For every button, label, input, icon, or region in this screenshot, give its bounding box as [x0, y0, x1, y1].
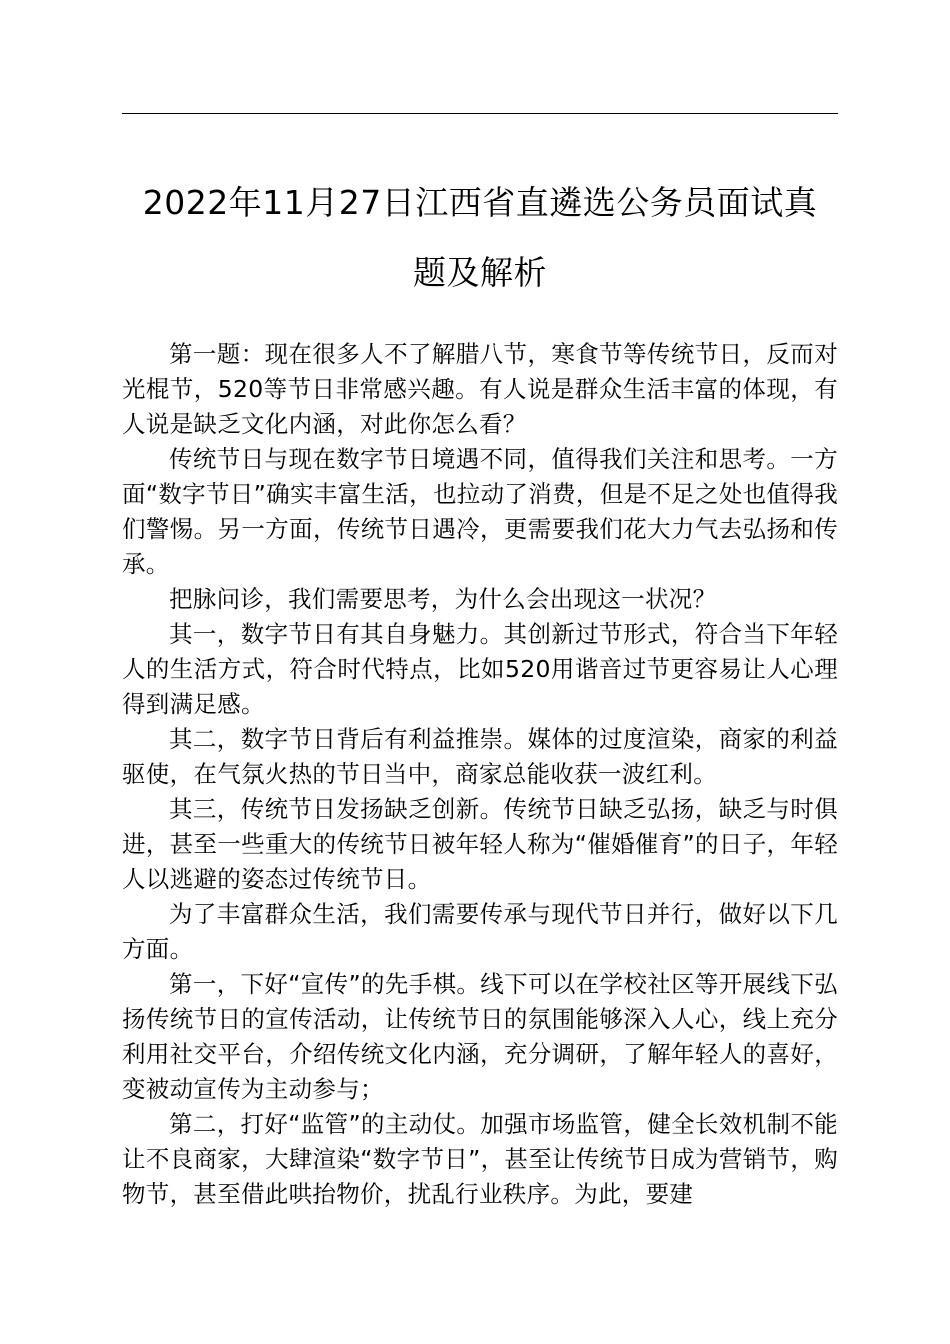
answer-paragraph-reason-2: 其二，数字节日背后有利益推崇。媒体的过度渲染，商家的利益驱使，在气氛火热的节日当中，商家总能收获一波红利。	[122, 725, 838, 788]
answer-paragraph-diagnosis: 把脉问诊，我们需要思考，为什么会出现这一状况？	[169, 585, 717, 613]
title-line-1: 2022年11月27日江西省直遴选公务员面试真	[142, 183, 818, 222]
answer-paragraph-measure-2: 第二，打好“监管”的主动仗。加强市场监管，健全长效机制不能让不良商家，大肆渲染“数字节日”，甚至让传统节日成为营销节，购物节，甚至借此哄抬物价，扰乱行业秩序。为此，要建	[122, 1110, 838, 1208]
answer-paragraph-intro: 传统节日与现在数字节日境遇不同，值得我们关注和思考。一方面“数字节日”确实丰富生活，也拉动了消费，但是不足之处也值得我们警惕。另一方面，传统节日遇冷，更需要我们花大力气去弘扬和传承。	[122, 445, 838, 578]
answer-paragraph-reason-1: 其一，数字节日有其自身魅力。其创新过节形式，符合当下年轻人的生活方式，符合时代特点，比如520用谐音过节更容易让人心理得到满足感。	[122, 620, 838, 718]
page-title	[110, 168, 850, 308]
answer-paragraph-reason-3: 其三，传统节日发扬缺乏创新。传统节日缺乏弘扬，缺乏与时俱进，甚至一些重大的传统节日被年轻人称为“催婚催育”的日子，年轻人以逃避的姿态过传统节日。	[122, 795, 838, 893]
title-line-2: 题及解析	[413, 253, 547, 292]
header-rule	[122, 113, 838, 114]
answer-paragraph-measures-intro: 为了丰富群众生活，我们需要传承与现代节日并行，做好以下几方面。	[122, 900, 838, 963]
answer-paragraph-measure-1: 第一，下好“宣传”的先手棋。线下可以在学校社区等开展线下弘扬传统节日的宣传活动，让传统节日的氛围能够深入人心，线上充分利用社交平台，介绍传统文化内涵，充分调研，了解年轻人的喜好，变被动宣传为主动参与；	[122, 970, 838, 1103]
question-paragraph: 第一题：现在很多人不了解腊八节，寒食节等传统节日，反而对光棍节，520等节日非常感兴趣。有人说是群众生活丰富的体现，有人说是缺乏文化内涵，对此你怎么看？	[122, 340, 838, 438]
document-body	[122, 337, 838, 1212]
